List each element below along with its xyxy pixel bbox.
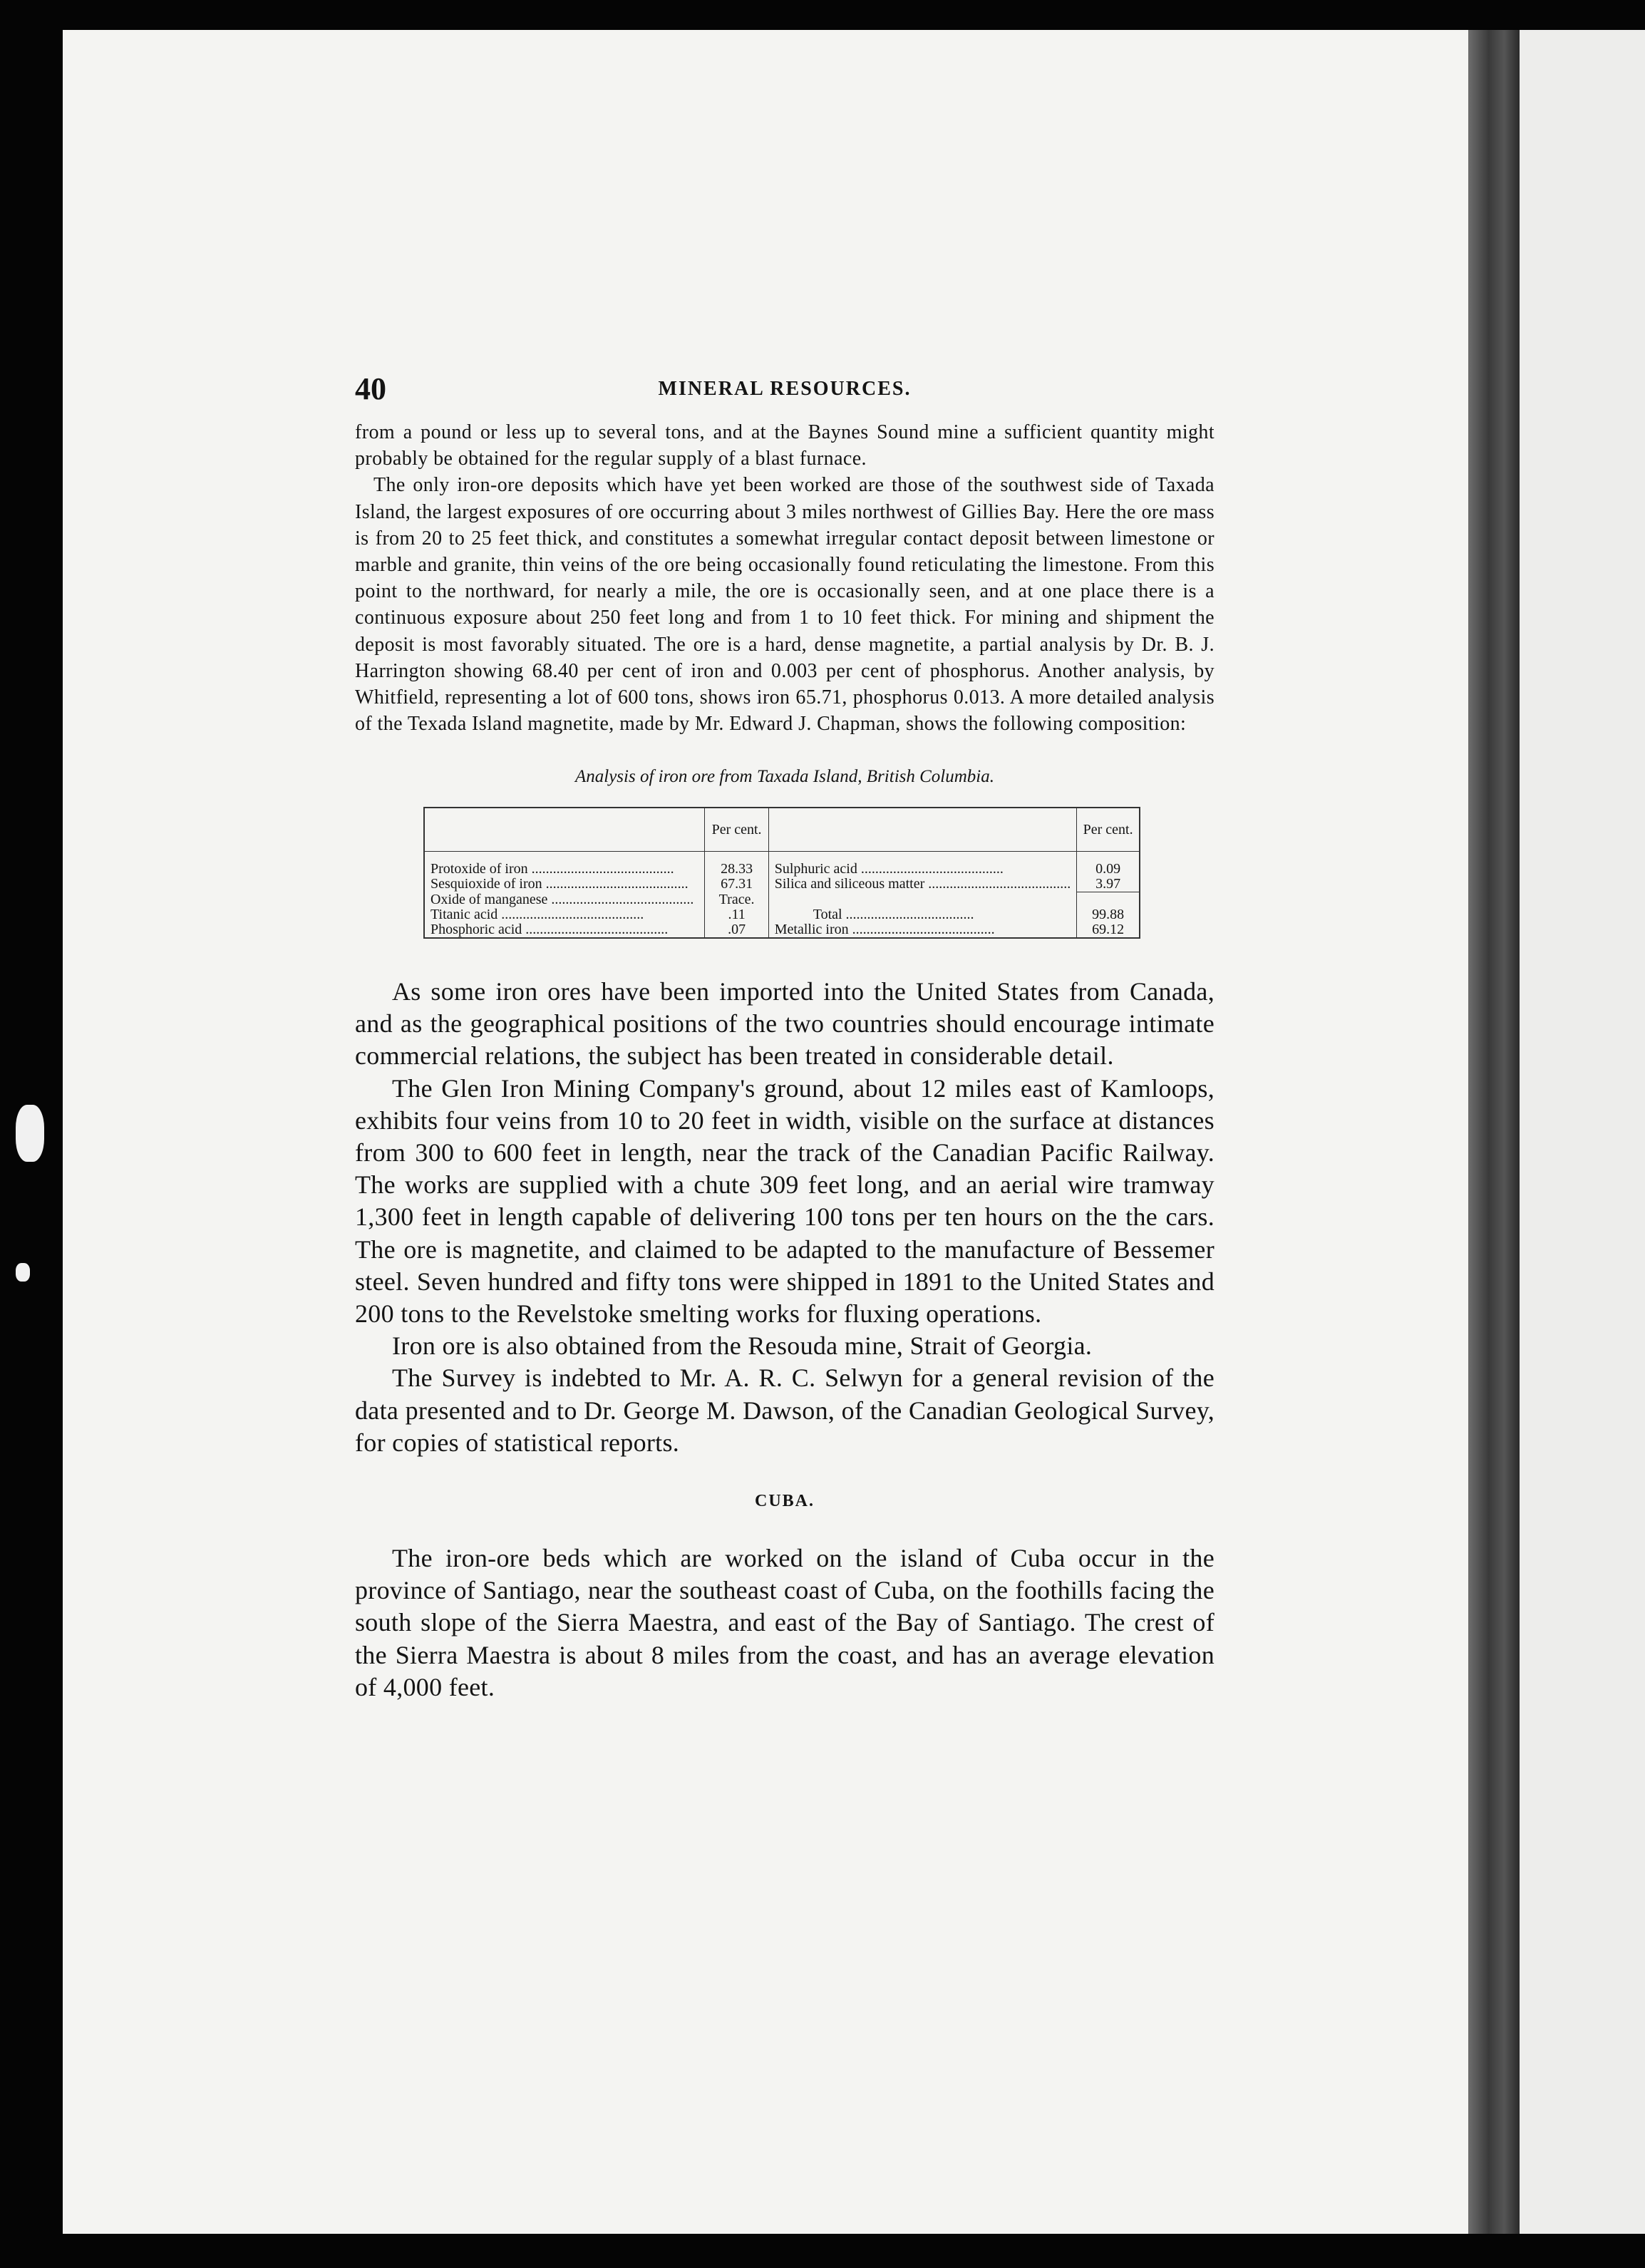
column-header: Per cent.: [705, 808, 768, 852]
constituent-name: Sesquioxide of iron ........................................: [424, 877, 705, 892]
running-head: [355, 371, 1215, 405]
column-header: Per cent.: [1077, 808, 1140, 852]
table-row: [424, 862, 1140, 877]
constituent-value: 67.31: [705, 877, 768, 892]
constituent-value: 0.09: [1077, 862, 1140, 877]
constituent-name: Phosphoric acid ........................................: [424, 922, 705, 938]
constituent-value: 3.97: [1077, 877, 1140, 892]
total-value: 99.88: [1077, 907, 1140, 922]
analysis-table: [423, 807, 1140, 939]
table-header-row: [424, 808, 1140, 852]
adjacent-page: [1520, 30, 1645, 2234]
constituent-name: Protoxide of iron ........................................: [424, 862, 705, 877]
constituent-name: Silica and siliceous matter ........................................: [768, 877, 1077, 892]
table-row: [424, 907, 1140, 922]
table-row: [424, 922, 1140, 938]
section-heading: CUBA.: [754, 1491, 815, 1510]
table-row: [424, 892, 1140, 907]
margin-artifact: [16, 1263, 30, 1282]
total-label: Total ....................................: [768, 907, 1077, 922]
paragraph: from a pound or less up to several tons, and at the Baynes Sound mine a sufficient quantity might probably be obtained for the regular supply of a blast furnace.: [355, 421, 1215, 470]
paragraph: The Survey is indebted to Mr. A. R. C. Selwyn for a general revision of the data presented and to Dr. George M. Dawson, of the Canadian Geological Survey, for copies of statistical reports.: [355, 1364, 1215, 1457]
page-content: [355, 371, 1215, 1703]
constituent-name: Sulphuric acid ........................................: [768, 862, 1077, 877]
paragraph: The only iron-ore deposits which have yet been worked are those of the southwest side of Taxada Island, the largest exposures of ore occurring about 3 miles northwest of Gillies Bay. Here the ore mass is from 20 to 25 feet thick, and constitutes a somewhat irregular contact deposit between limestone or marble and granite, thin veins of the ore being occasionally found reticulating the limestone. From this point to the northward, for nearly a mile, the ore is occasionally seen, and at one place there is a continuous exposure about 250 feet long and from 1 to 10 feet thick. For mining and shipment the deposit is most favorably situated. The ore is a hard, dense magnetite, a partial analysis by Dr. B. J. Harrington showing 68.40 per cent of iron and 0.003 per cent of phosphorus. Another analysis, by Whitfield, representing a lot of 600 tons, shows iron 65.71, phosphorus 0.013. A more detailed analysis of the Texada Island magnetite, made by Mr. Edward J. Chapman, shows the following composition:: [355, 474, 1215, 736]
paragraph: The Glen Iron Mining Company's ground, about 12 miles east of Kamloops, exhibits four veins from 10 to 20 feet in width, visible on the surface at distances from 300 to 600 feet in length, near the track of the Canadian Pacific Railway. The works are supplied with a chute 309 feet long, and an aerial wire tramway 1,300 feet in length capable of delivering 100 tons per ten hours on the the cars. The ore is magnetite, and claimed to be adapted to the manufacture of Bessemer steel. Seven hundred and fifty tons were shipped in 1891 to the United States and 200 tons to the Revelstoke smelting works for fluxing operations.: [355, 1073, 1215, 1328]
margin-artifact: [16, 1105, 44, 1162]
paragraph: As some iron ores have been imported into the United States from Canada, and as the geographical positions of the two countries should encourage intimate commercial relations, the subject has been treated in considerable detail.: [355, 976, 1215, 1071]
metallic-iron-value: 69.12: [1077, 922, 1140, 938]
constituent-value: .07: [705, 922, 768, 938]
constituent-value: .11: [705, 907, 768, 922]
page-number: 40: [355, 371, 386, 406]
table-caption: Analysis of iron ore from Taxada Island, British Columbia.: [574, 767, 994, 787]
table-row: [424, 877, 1140, 892]
paragraph: The iron-ore beds which are worked on the island of Cuba occur in the province of Santiago, near the southeast coast of Cuba, on the foothills facing the south slope of the Sierra Maestra, and east of the Bay of Santiago. The crest of the Sierra Maestra is about 8 miles from the coast, and has an average elevation of 4,000 feet.: [355, 1543, 1215, 1701]
book-spine: [1468, 30, 1520, 2234]
paragraph: Iron ore is also obtained from the Resouda mine, Strait of Georgia.: [392, 1331, 1093, 1361]
constituent-name: Oxide of manganese ........................................: [424, 892, 705, 907]
page-header-title: MINERAL RESOURCES.: [658, 378, 912, 400]
constituent-value: 28.33: [705, 862, 768, 877]
constituent-name: Titanic acid ........................................: [424, 907, 705, 922]
constituent-value: Trace.: [705, 892, 768, 907]
metallic-iron-label: Metallic iron ........................................: [768, 922, 1077, 938]
